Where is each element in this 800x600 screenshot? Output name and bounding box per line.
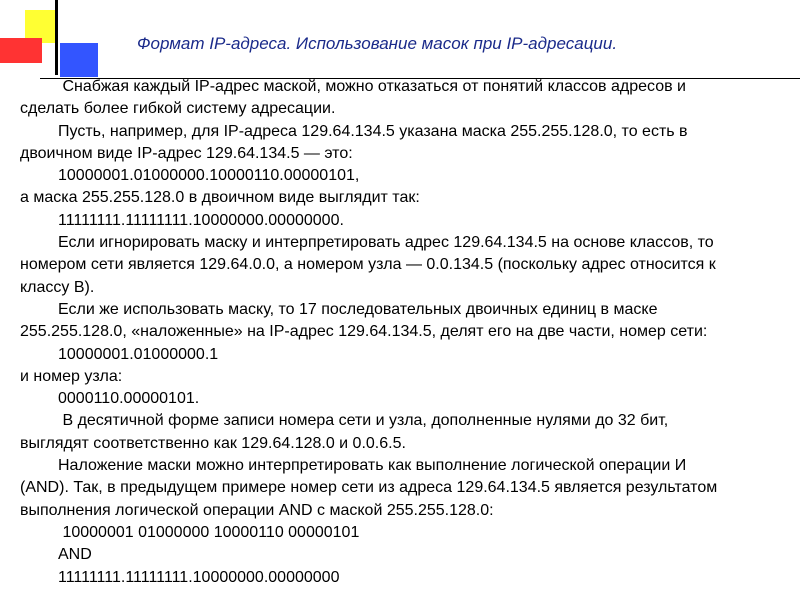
text-line: Наложение маски можно интерпретировать как выполнение логической операции И [58, 457, 687, 475]
text-line: 255.255.128.0, «наложенные» на IP-адрес 129.64.134.5, делят его на две части, номер сети: [20, 323, 708, 341]
slide-title: Формат IP-адреса. Использование масок при IP-адресации. [137, 34, 618, 53]
slide-logo [0, 0, 110, 80]
text-line: (AND). Так, в предыдущем примере номер сети из адреса 129.64.134.5 является результатом [20, 479, 718, 497]
text-line: номером сети является 129.64.0.0, а номером узла — 0.0.134.5 (поскольку адрес относится к [20, 256, 716, 274]
text-line: Если игнорировать маску и интерпретировать адрес 129.64.134.5 на основе классов, то [58, 234, 714, 252]
text-line: сделать более гибкой систему адресации. [20, 100, 336, 118]
logo-red-square [0, 38, 42, 63]
text-line: 10000001.01000000.1 [58, 345, 219, 363]
logo-blue-square [60, 43, 98, 77]
text-line: 11111111.11111111.10000000.00000000 [58, 568, 340, 586]
text-line: а маска 255.255.128.0 в двоичном виде выглядит так: [20, 189, 420, 207]
text-line: Снабжая каждый IP-адрес маской, можно отказаться от понятий классов адресов и [58, 78, 686, 95]
text-line: Пусть, например, для IP-адреса 129.64.134.5 указана маска 255.255.128.0, то есть в [58, 122, 688, 140]
text-line: Если же использовать маску, то 17 последовательных двоичных единиц в маске [58, 300, 658, 318]
text-line: двоичном виде IP-адрес 129.64.134.5 — это: [20, 144, 353, 162]
logo-vertical-line [55, 0, 58, 75]
text-line: выглядят соответственно как 129.64.128.0 и 0.0.6.5. [20, 434, 406, 452]
text-line: 10000001 01000000 10000110 00000101 [58, 523, 360, 541]
text-line: и номер узла: [20, 367, 123, 385]
slide-body [20, 76, 792, 589]
text-line: В десятичной форме записи номера сети и узла, дополненные нулями до 32 бит, [58, 412, 669, 430]
text-line: 10000001.01000000.10000110.00000101, [58, 167, 360, 185]
text-line: AND [58, 546, 92, 564]
text-line: выполнения логической операции AND с маской 255.255.128.0: [20, 501, 494, 519]
text-line: классу В). [20, 278, 95, 296]
text-line: 11111111.11111111.10000000.00000000. [58, 211, 344, 229]
text-line: 0000110.00000101. [58, 390, 200, 408]
